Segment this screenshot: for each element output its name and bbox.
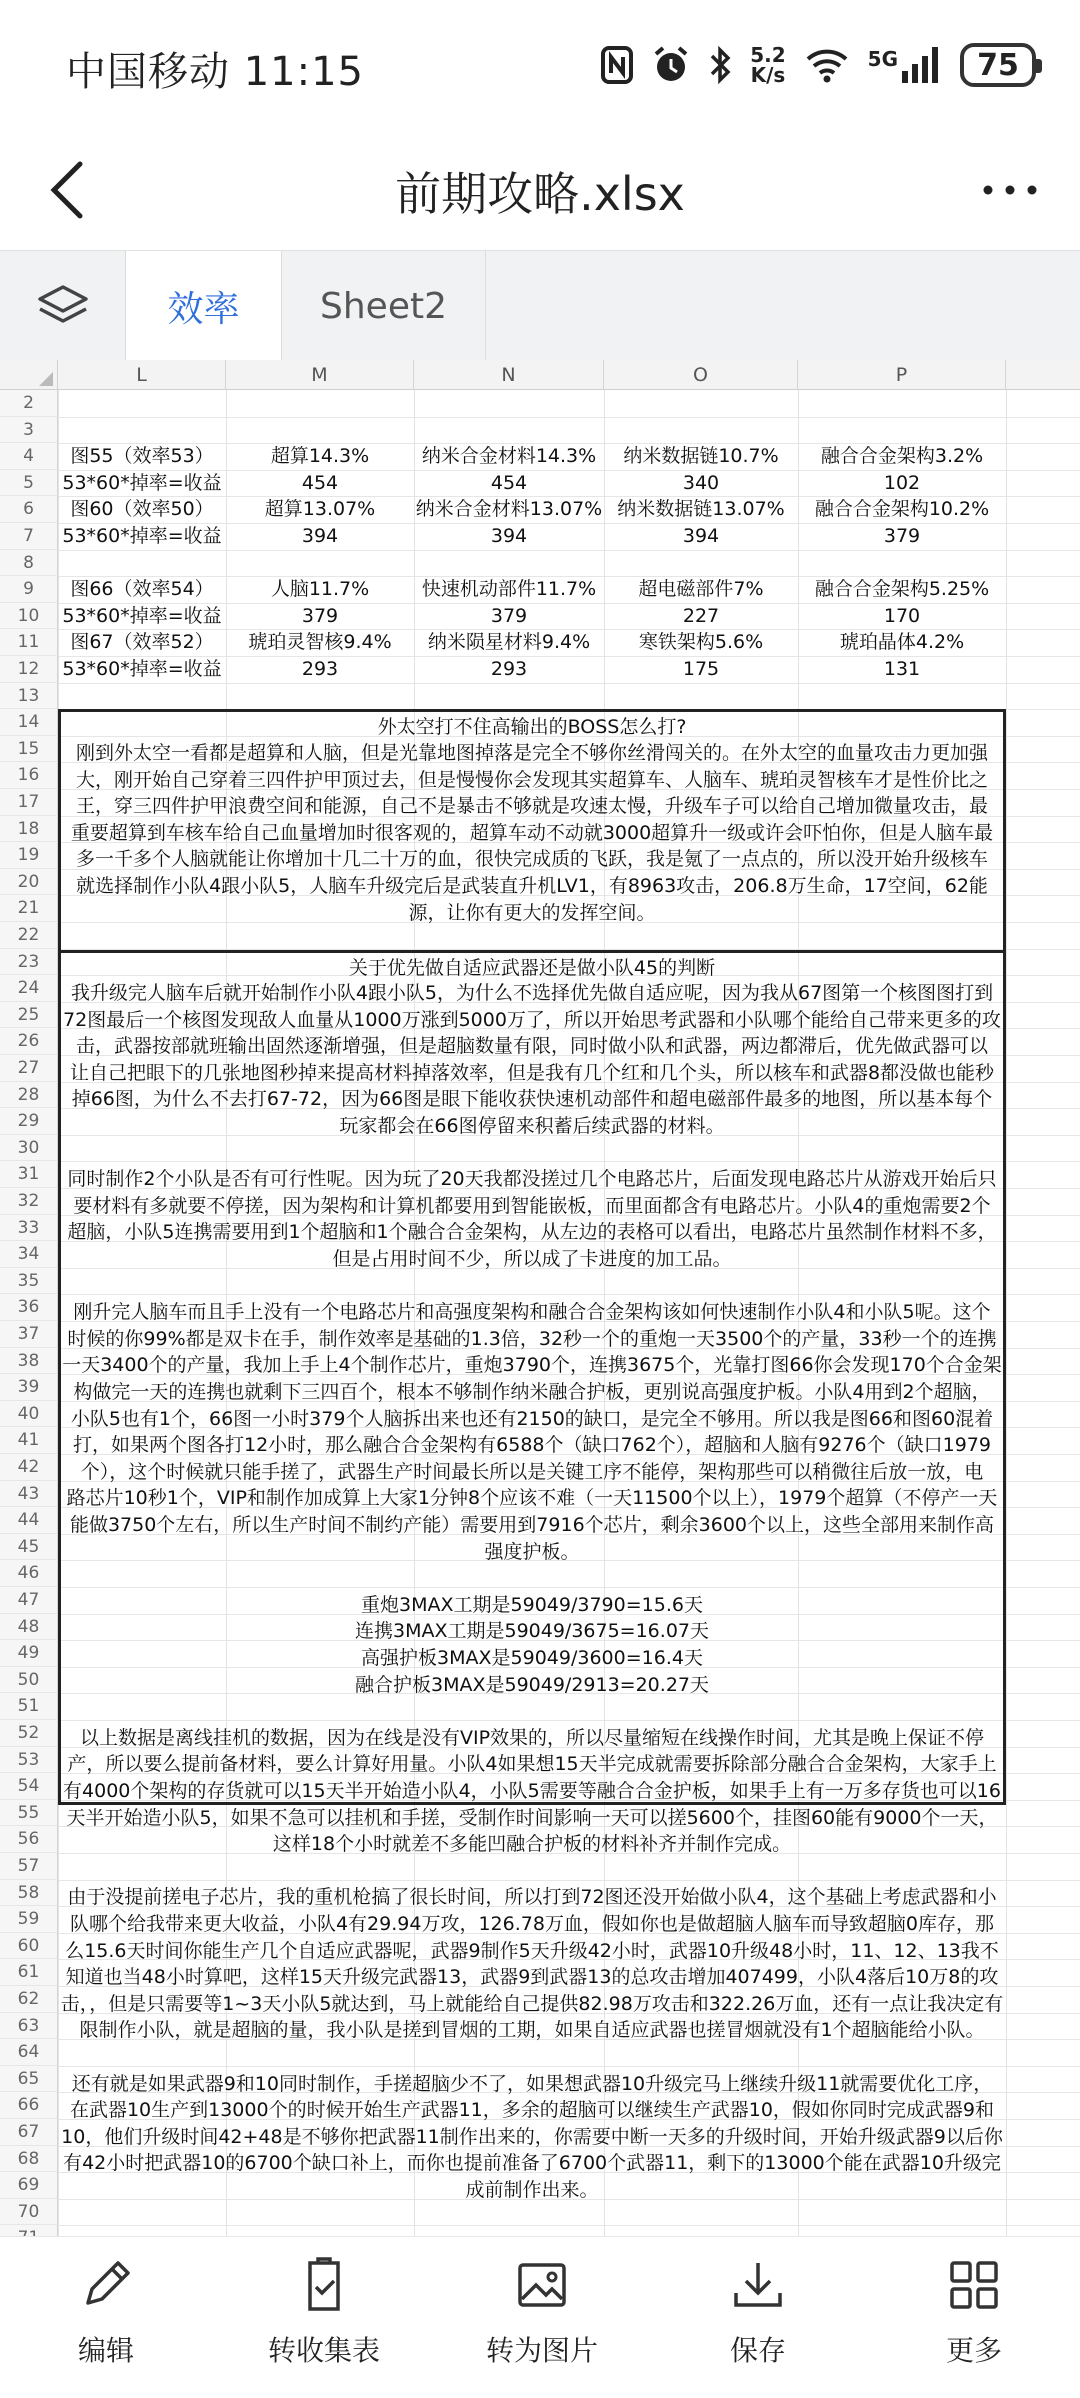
- row-number[interactable]: 48: [0, 1614, 58, 1641]
- table-cell[interactable]: 53*60*掉率=收益: [62, 604, 222, 627]
- table-cell[interactable]: 图67（效率52）: [70, 631, 214, 654]
- title-bar: [0, 130, 1080, 250]
- row-number[interactable]: 61: [0, 1959, 58, 1986]
- grid-icon: [944, 2255, 1004, 2315]
- row-number[interactable]: 43: [0, 1481, 58, 1508]
- row-number[interactable]: 9: [0, 576, 58, 603]
- table-cell[interactable]: 454: [301, 471, 339, 494]
- column-gridline: [1006, 390, 1007, 2236]
- text-line: 打，如果两个图各打12小时，那么融合合金架构有6588个（缺口762个），超脑和人脑有9276个（缺口1979: [72, 1434, 991, 1457]
- table-cell[interactable]: 394: [490, 525, 528, 547]
- document-title: 前期攻略.xlsx: [395, 167, 685, 221]
- row-gridline: [58, 523, 1080, 524]
- row-number[interactable]: 55: [0, 1800, 58, 1827]
- table-cell[interactable]: 纳米合金材料14.3%: [421, 445, 597, 468]
- row-number[interactable]: 58: [0, 1880, 58, 1907]
- text-line: 就选择制作小队4跟小队5，人脑车升级完后是武装直升机LV1，有8963攻击，206.8万生命，17空间，62能: [76, 875, 988, 897]
- row-number[interactable]: 15: [0, 736, 58, 763]
- text-line: 小队5也有1个，66图一小时379个人脑拆出来也还有2150的缺口，是完全不够用。所以我是图66和图60混着: [70, 1407, 994, 1430]
- tab-efficiency[interactable]: 效率: [126, 251, 282, 361]
- bluetooth-icon: [708, 45, 732, 85]
- row-number[interactable]: 7: [0, 523, 58, 550]
- text-line: 限制作小队，就是超脑的量，我小队是搓到冒烟的工期，如果自适应武器也搓冒烟就没有1个超脑能给小队。: [79, 2019, 985, 2042]
- row-number[interactable]: 5: [0, 470, 58, 497]
- row-gridline: [58, 2066, 1080, 2067]
- text-line: 这样18个小时就差不多能凹融合护板的材料补齐并制作完成。: [272, 1833, 792, 1856]
- text-line: 在武器10生产到13000个的时候开始生产武器11，多余的超脑可以继续生产武器10，假如你同时完成武器9和: [69, 2099, 995, 2122]
- table-cell[interactable]: 175: [682, 658, 720, 680]
- table-cell[interactable]: 琥珀晶体4.2%: [839, 631, 965, 654]
- text-line: 超脑，小队5连携需要用到1个超脑和1个融合合金架构，从左边的表格可以看出，电路芯片虽然制作材料不多，: [67, 1221, 997, 1244]
- row-gridline: [58, 470, 1080, 471]
- text-line: 多一千多个人脑就能让你增加十几二十万的血，很快完成质的飞跃，我是氪了一点点的，所以没开始升级核车: [75, 848, 988, 871]
- text-line: 个），这个时候就只能手搓了，武器生产时间最长所以是关键工序不能停，架构那些可以稍微往后放一放，电: [80, 1460, 984, 1483]
- table-cell[interactable]: 图60（效率50）: [70, 498, 214, 521]
- row-number[interactable]: 67: [0, 2119, 58, 2146]
- text-line: 成前制作出来。: [465, 2179, 599, 2201]
- row-number[interactable]: 68: [0, 2146, 58, 2173]
- row-gridline: [58, 550, 1080, 551]
- row-number[interactable]: 4: [0, 443, 58, 470]
- text-line: 构做完一天的连携也就剩下三四百个，根本不够制作纳米融合护板，更别说高强度护板。小队4用到2个超脑，: [73, 1381, 991, 1403]
- text-line: 击，，但是只需要等1~3天小队5就达到，马上就能给自己提供82.98万攻击和322.26万血，还有一点让我决定有: [60, 1992, 1004, 2015]
- row-number[interactable]: 20: [0, 869, 58, 896]
- table-cell[interactable]: 293: [490, 658, 528, 680]
- row-number[interactable]: 21: [0, 895, 58, 922]
- text-line: 72图最后一个核图发现敌人血量从1000万涨到5000万了，所以开始思考武器和小队哪个能给自己带来更多的攻: [63, 1008, 1001, 1031]
- table-cell[interactable]: 102: [883, 471, 921, 494]
- row-number[interactable]: 62: [0, 1986, 58, 2013]
- table-cell[interactable]: 快速机动部件11.7%: [421, 578, 597, 601]
- row-number[interactable]: 65: [0, 2066, 58, 2093]
- table-cell[interactable]: 融合合金架构10.2%: [814, 498, 990, 521]
- row-number[interactable]: 32: [0, 1188, 58, 1215]
- text-line: 能做3750个左右，所以生产时间不制约产能）需要用到7916个芯片，剩余3600个以上，这些全部用来制作高: [69, 1514, 995, 1536]
- text-line: 一天3400个的产量，我加上手上4个制作芯片，重炮3790个，连携3675个，光靠打图66你会发现170个合金架: [62, 1354, 1002, 1377]
- row-number[interactable]: 16: [0, 762, 58, 789]
- row-number[interactable]: 22: [0, 922, 58, 949]
- row-number[interactable]: 38: [0, 1348, 58, 1375]
- wifi-icon: [804, 45, 850, 85]
- row-number[interactable]: 39: [0, 1374, 58, 1401]
- row-number[interactable]: 8: [0, 550, 58, 577]
- row-number[interactable]: 24: [0, 975, 58, 1002]
- text-line: 由于没提前搓电子芯片，我的重机枪搞了很长时间，所以打到72图还没开始做小队4，这个基础上考虑武器和小: [67, 1886, 997, 1909]
- sheet-tab-bar: [0, 250, 1080, 360]
- text-line: 重要超算到车核车给自己血量增加时很客观的，超算车动不动就3000超算升一级或许会吓怕你，但是人脑车最: [70, 821, 994, 844]
- table-cell[interactable]: 340: [682, 471, 720, 494]
- more-options-icon[interactable]: [970, 150, 1050, 230]
- text-line: 知道也当48小时算吧，这样15天升级完武器13，武器9到武器13的总攻击增加407499，小队4落后10万8的攻: [65, 1966, 999, 1989]
- text-line: 让自己把眼下的几张地图秒掉来提高材料掉落效率，但是我有几个红和几个头，所以核车和武器8都没做也能秒: [69, 1061, 995, 1084]
- table-cell[interactable]: 图66（效率54）: [70, 578, 214, 601]
- text-line: 10，他们升级时间42+48是不够你把武器11制作出来的，你需要中断一天多的升级时间，开始升级武器9以后你: [61, 2125, 1003, 2148]
- row-number[interactable]: 46: [0, 1560, 58, 1587]
- row-number[interactable]: 35: [0, 1268, 58, 1295]
- table-cell[interactable]: 293: [301, 658, 339, 680]
- carrier-time: 中国移动 11:15: [66, 49, 364, 95]
- row-number[interactable]: 19: [0, 842, 58, 869]
- table-cell[interactable]: 394: [301, 525, 339, 547]
- row-number[interactable]: 14: [0, 709, 58, 736]
- row-number[interactable]: 63: [0, 2013, 58, 2040]
- table-cell[interactable]: 融合合金架构5.25%: [814, 578, 990, 601]
- text-line: 队哪个给我带来更大收益，小队4有29.94万攻，126.78万血，假如你也是做超脑人脑车而导致超脑0库存，那: [69, 1913, 995, 1935]
- nfc-icon: [600, 45, 634, 85]
- row-gridline: [58, 629, 1080, 630]
- row-gridline: [58, 496, 1080, 497]
- row-number[interactable]: 33: [0, 1215, 58, 1242]
- table-cell[interactable]: 超算13.07%: [264, 498, 376, 521]
- row-number[interactable]: 36: [0, 1294, 58, 1321]
- row-number[interactable]: 54: [0, 1773, 58, 1800]
- row-number[interactable]: 12: [0, 656, 58, 683]
- text-line: 融合护板3MAX是59049/2913=20.27天: [354, 1673, 709, 1696]
- text-line: 源，让你有更大的发挥空间。: [408, 901, 656, 924]
- row-number[interactable]: 50: [0, 1667, 58, 1694]
- text-line: 有4000个架构的存货就可以15天半开始造小队4，小队5需要等融合合金护板，如果手上有一万多存货也可以16: [63, 1780, 1001, 1802]
- row-number[interactable]: 57: [0, 1853, 58, 1880]
- row-number[interactable]: 6: [0, 496, 58, 523]
- text-line: 要材料有多就要不停搓，因为架构和计算机都要用到智能嵌板，而里面都含有电路芯片。小队4的重炮需要2个: [73, 1194, 991, 1217]
- row-number[interactable]: 11: [0, 629, 58, 656]
- speed-value: 5.2: [750, 43, 786, 67]
- table-cell[interactable]: 融合合金架构3.2%: [820, 445, 984, 468]
- text-line: 么15.6天时间你能生产几个自适应武器呢，武器9制作5天升级42小时，武器10升级48小时，11、12、13我不: [65, 1939, 999, 1962]
- row-number[interactable]: 31: [0, 1161, 58, 1188]
- signal-icon: [902, 47, 942, 83]
- text-line: 我升级完人脑车后就开始制作小队4跟小队5，为什么不选择优先做自适应呢，因为我从67图第一个核图图打到: [70, 982, 994, 1004]
- row-gridline: [58, 2225, 1080, 2226]
- table-cell[interactable]: 寒铁架构5.6%: [638, 631, 764, 654]
- row-number[interactable]: 44: [0, 1507, 58, 1534]
- row-number[interactable]: 64: [0, 2039, 58, 2066]
- alarm-icon: [652, 45, 690, 85]
- download-icon: [728, 2255, 788, 2315]
- table-cell[interactable]: 53*60*掉率=收益: [62, 525, 222, 547]
- layers-icon: [36, 281, 90, 331]
- row-number[interactable]: 56: [0, 1826, 58, 1853]
- row-gridline: [58, 1880, 1080, 1881]
- spreadsheet-grid[interactable]: [0, 360, 1080, 2236]
- table-cell[interactable]: 琥珀灵智核9.4%: [248, 631, 392, 654]
- row-gridline: [58, 576, 1080, 577]
- table-cell[interactable]: 379: [301, 604, 339, 627]
- text-line: 掉66图，为什么不去打67-72，因为66图是眼下能收获快速机动部件和超电磁部件最多的地图，所以基本每个: [71, 1088, 993, 1111]
- row-number[interactable]: 40: [0, 1401, 58, 1428]
- text-line: 刚升完人脑车而且手上没有一个电路芯片和高强度架构和融合合金架构该如何快速制作小队4和小队5呢。这个: [73, 1301, 991, 1324]
- table-cell[interactable]: 超算14.3%: [270, 445, 370, 468]
- bottom-toolbar: [0, 2236, 1080, 2398]
- row-gridline: [58, 417, 1080, 418]
- row-number[interactable]: 60: [0, 1933, 58, 1960]
- table-cell[interactable]: 170: [883, 604, 921, 627]
- row-number[interactable]: 52: [0, 1720, 58, 1747]
- section-1-title: 外太空打不住高输出的BOSS怎么打?: [377, 716, 687, 738]
- text-line: 王，穿三四件护甲浪费空间和能源，自己不是暴击不够就是攻速太慢，升级车子可以给自己增加微量攻击，最: [75, 795, 988, 818]
- column-header[interactable]: N: [414, 360, 604, 390]
- text-line: 重炮3MAX工期是59049/3790=15.6天: [361, 1593, 703, 1616]
- column-header[interactable]: O: [604, 360, 798, 390]
- row-number[interactable]: 42: [0, 1454, 58, 1481]
- row-number[interactable]: 17: [0, 789, 58, 816]
- text-line: 连携3MAX工期是59049/3675=16.07天: [354, 1620, 709, 1643]
- column-header[interactable]: L: [58, 360, 226, 390]
- row-number[interactable]: 51: [0, 1693, 58, 1720]
- image-icon: [512, 2255, 572, 2315]
- edit-button[interactable]: 编辑: [16, 2255, 196, 2369]
- text-line: 有42小时把武器10的6700个缺口补上，而你也提前准备了6700个武器11，剩下的13000个能在武器10升级完: [63, 2152, 1001, 2175]
- text-line: 路芯片10秒1个，VIP和制作加成算上大家1分钟8个应该不难（一天11500个以上），1979个超算（不停产一天: [66, 1487, 998, 1510]
- text-line: 强度护板。: [484, 1540, 580, 1563]
- text-line: 时候的你99%都是双卡在手，制作效率是基础的1.3倍，32秒一个的重炮一天3500个的产量，33秒一个的连携: [67, 1327, 997, 1350]
- table-cell[interactable]: 53*60*掉率=收益: [62, 658, 222, 680]
- table-cell[interactable]: 454: [490, 471, 528, 494]
- column-header[interactable]: M: [226, 360, 414, 390]
- row-number[interactable]: 53: [0, 1747, 58, 1774]
- save-button[interactable]: 保存: [668, 2255, 848, 2369]
- row-number[interactable]: 10: [0, 603, 58, 630]
- table-cell[interactable]: 图55（效率53）: [70, 445, 214, 468]
- row-gridline: [58, 656, 1080, 657]
- table-cell[interactable]: 379: [883, 525, 921, 547]
- row-number[interactable]: 59: [0, 1906, 58, 1933]
- row-number[interactable]: 23: [0, 949, 58, 976]
- row-number[interactable]: 30: [0, 1135, 58, 1162]
- row-number[interactable]: 26: [0, 1028, 58, 1055]
- table-cell[interactable]: 227: [682, 604, 720, 627]
- row-number[interactable]: 13: [0, 683, 58, 710]
- text-line: 刚到外太空一看都是超算和人脑，但是光靠地图掉落是完全不够你丝滑闯关的。在外太空的血量攻击力更加强: [75, 742, 988, 764]
- text-line: 还有就是如果武器9和10同时制作，手搓超脑少不了，如果想武器10升级完马上继续升级11就需要优化工序，: [71, 2072, 993, 2095]
- more-button[interactable]: 更多: [884, 2255, 1064, 2369]
- row-number[interactable]: 25: [0, 1002, 58, 1029]
- row-number[interactable]: 70: [0, 2199, 58, 2226]
- text-line: 但是占用时间不少，所以成了卡进度的加工品。: [332, 1248, 732, 1270]
- row-number[interactable]: 47: [0, 1587, 58, 1614]
- text-line: 天半开始造小队5，如果不急可以挂机和手搓，受制作时间影响一天可以搓5600个，挂图60能有9000个一天，: [66, 1806, 998, 1829]
- row-number[interactable]: 45: [0, 1534, 58, 1561]
- table-cell[interactable]: 131: [883, 658, 921, 680]
- row-number[interactable]: 69: [0, 2172, 58, 2199]
- table-cell[interactable]: 纳米数据链13.07%: [617, 498, 785, 521]
- text-line: 大，刚开始自己穿着三四件护甲顶过去，但是慢慢你会发现其实超算车、人脑车、琥珀灵智核车才是性价比之: [75, 768, 988, 791]
- row-gridline: [58, 443, 1080, 444]
- battery-indicator: 75: [960, 43, 1036, 87]
- row-number[interactable]: 66: [0, 2092, 58, 2119]
- text-line: 高强护板3MAX是59049/3600=16.4天: [361, 1647, 703, 1669]
- convert-to-form-button[interactable]: 转收集表: [234, 2255, 414, 2369]
- text-line: 同时制作2个小队是否有可行性呢。因为玩了20天我都没搓过几个电路芯片，后面发现电路芯片从游戏开始后只: [67, 1168, 997, 1191]
- row-number[interactable]: 3: [0, 417, 58, 444]
- text-line: 击，武器按部就班输出固然逐渐增强，但是超脑数量有限，同时做小队和武器，两边都滞后，优先做武器可以: [75, 1035, 988, 1058]
- tab-sheet2[interactable]: Sheet2: [282, 251, 486, 361]
- row-number[interactable]: 41: [0, 1427, 58, 1454]
- table-cell[interactable]: 379: [490, 604, 528, 627]
- column-header-row: [0, 360, 1080, 390]
- sheet-list-button[interactable]: [0, 251, 126, 361]
- table-cell[interactable]: 53*60*掉率=收益: [62, 471, 222, 494]
- row-gridline: [58, 683, 1080, 684]
- table-cell[interactable]: 人脑11.7%: [270, 578, 370, 601]
- text-line: 以上数据是离线挂机的数据，因为在线是没有VIP效果的，所以尽量缩短在线操作时间，尤其是晚上保证不停: [79, 1726, 985, 1749]
- select-all-corner[interactable]: [0, 360, 58, 390]
- table-cell[interactable]: 纳米合金材料13.07%: [415, 498, 603, 521]
- row-number[interactable]: 29: [0, 1108, 58, 1135]
- status-bar: [0, 0, 1080, 130]
- speed-unit: K/s: [750, 63, 786, 87]
- table-cell[interactable]: 超电磁部件7%: [638, 578, 764, 601]
- row-number[interactable]: 49: [0, 1640, 58, 1667]
- convert-to-image-button[interactable]: 转为图片: [452, 2255, 632, 2369]
- table-cell[interactable]: 394: [682, 525, 720, 547]
- row-number[interactable]: 37: [0, 1321, 58, 1348]
- row-number[interactable]: 18: [0, 816, 58, 843]
- row-number[interactable]: 28: [0, 1082, 58, 1109]
- row-number[interactable]: 2: [0, 390, 58, 417]
- row-number[interactable]: 27: [0, 1055, 58, 1082]
- row-gridline: [58, 603, 1080, 604]
- text-line: 玩家都会在66图停留来积蓄后续武器的材料。: [339, 1115, 725, 1137]
- text-line: 产，所以要么提前备材料，要么计算好用量。小队4如果想15天半完成就需要拆除部分融合合金架构，大家手上: [67, 1753, 997, 1776]
- network-type: 5G: [867, 47, 898, 71]
- pencil-icon: [76, 2255, 136, 2315]
- table-cell[interactable]: 纳米陨星材料9.4%: [427, 631, 591, 654]
- section-2-title: 关于优先做自适应武器还是做小队45的判断: [348, 957, 716, 979]
- table-cell[interactable]: 纳米数据链10.7%: [623, 445, 779, 468]
- column-header[interactable]: P: [798, 360, 1006, 390]
- row-number[interactable]: 34: [0, 1241, 58, 1268]
- checklist-icon: [294, 2255, 354, 2315]
